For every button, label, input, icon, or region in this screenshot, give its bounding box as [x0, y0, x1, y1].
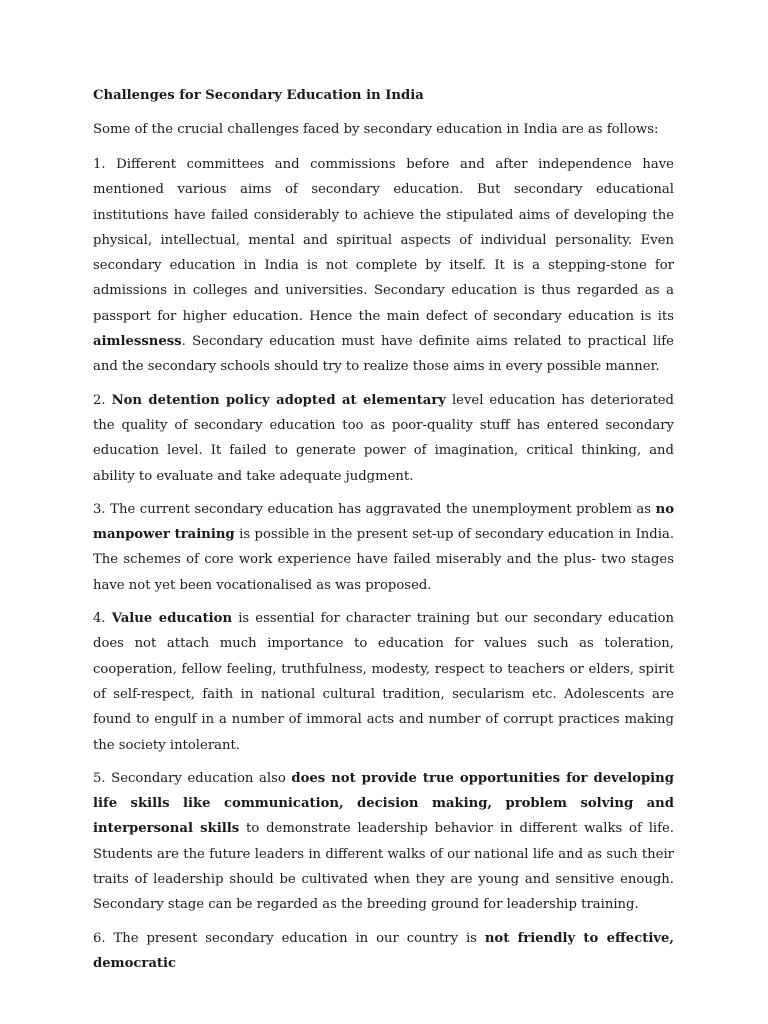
- document-page: [93, 86, 674, 984]
- point-emphasis: does not provide true opportunities for developing life skills like communication, decision making, problem solving and interpersonal skills: [93, 770, 674, 837]
- point-text: 6. The present secondary education in our country is: [93, 930, 485, 946]
- point-paragraph-3: [93, 497, 674, 598]
- point-text: 5. Secondary education also: [93, 770, 292, 786]
- point-text: is possible in the present set-up of secondary education in India. The schemes of core work experience have failed miserably and the plus- two stages have not yet been vocationalised as was proposed.: [93, 527, 675, 593]
- point-paragraph-1: [93, 152, 674, 380]
- point-text: 3. The current secondary education has aggravated the unemployment problem as: [93, 501, 656, 517]
- point-text: level education has deteriorated the quality of secondary education too as poor-quality stuff has entered secondary education level. It failed to generate power of imagination, critical thinking, and ability to evaluate and take adequate judgment.: [93, 392, 674, 484]
- point-text: 2.: [93, 392, 112, 408]
- point-emphasis: aimlessness: [93, 334, 182, 350]
- point-emphasis: Value education: [111, 611, 233, 627]
- point-text: is essential for character training but our secondary education does not attach much importance to education for values such as toleration, cooperation, fellow feeling, truthfulness, modesty, respect to teachers or elders, spirit of self-respect, faith in national cultural tradition, secularism etc. Adolescents are found to engulf in a number of immoral acts and number of corrupt practices making the society intolerant.: [93, 611, 674, 753]
- point-paragraph-5: [93, 766, 674, 918]
- point-emphasis: not friendly to effective, democratic: [93, 930, 674, 971]
- point-emphasis: Non detention policy adopted at elementary: [111, 392, 446, 408]
- point-text: 4.: [93, 611, 112, 627]
- point-paragraph-4: [93, 606, 674, 758]
- document-title: Challenges for Secondary Education in India: [93, 88, 424, 103]
- point-emphasis: no manpower training: [93, 501, 674, 543]
- point-paragraph-2: [93, 388, 674, 489]
- intro-paragraph: Some of the crucial challenges faced by secondary education in India are as follows:: [93, 122, 659, 137]
- point-text: to demonstrate leadership behavior in different walks of life. Students are the future leaders in different walks of our national life and as such their traits of leadership should be cultivated when they are young and sensitive enough. Secondary stage can be regarded as the breeding ground for leadership training.: [93, 821, 675, 913]
- point-text: . Secondary education must have definite aims related to practical life and the secondary schools should try to realize those aims in every possible manner.: [93, 334, 674, 375]
- point-text: 1. Different committees and commissions before and after independence have mentioned various aims of secondary education. But secondary educational institutions have failed considerably to achieve the stipulated aims of developing the physical, intellectual, mental and spiritual aspects of individual personality. Even secondary education in India is not complete by itself. It is a stepping-stone for admissions in colleges and universities. Secondary education is thus regarded as a passport for higher education. Hence the main defect of secondary education is its: [93, 157, 674, 324]
- point-paragraph-6: [93, 926, 674, 977]
